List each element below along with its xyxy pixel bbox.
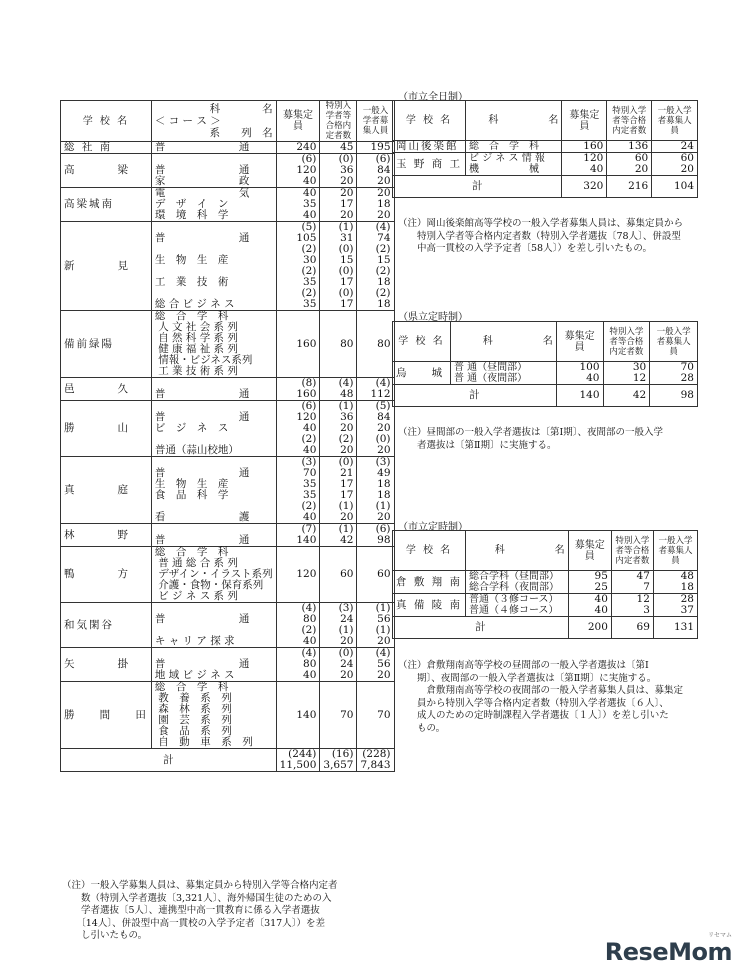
table-row — [61, 457, 395, 524]
total-label: 計 — [393, 617, 569, 639]
general-value: (1) 56 (1) 20 — [357, 603, 394, 648]
table-row — [61, 648, 395, 682]
table-row — [61, 311, 395, 378]
total-capacity: 200 — [568, 617, 611, 639]
header-general: 一般入学者募集人員 — [653, 531, 697, 571]
capacity-value: 120 40 — [562, 153, 607, 176]
table-row — [61, 682, 395, 749]
header-subject: 科 名 — [466, 101, 562, 141]
course-list: 総 合 学 科 人 文 社 会 系 列 自 然 科 学 系 列 健 康 福 祉 系 列 情報・ビジネス系列 工 業 技 術 系 列 — [151, 311, 276, 378]
total-capacity: 320 — [562, 176, 607, 198]
special-value: 47 7 — [611, 571, 653, 594]
header-general: 一般入学者募集人員 — [650, 322, 698, 362]
course-list: 総 合 学 科 普 通 総 合 系 列 デザイン・イラスト系列 介護・食物・保育系列 ビ ジ ネ ス 系 列 — [151, 547, 276, 603]
course-list: 普 通（昼間部） 普 通（夜間部） — [450, 362, 556, 385]
capacity-value: (5) 105 (2) 30 (2) 35 (2) 35 — [276, 222, 320, 311]
special-value: 60 — [320, 547, 357, 603]
total-label: 計 — [393, 176, 562, 198]
general-value: (6) 84 20 — [357, 154, 394, 188]
general-value: 195 — [357, 142, 394, 154]
general-value: 60 20 — [652, 153, 698, 176]
school-name: 勝 山 — [61, 401, 152, 457]
school-name: 岡山後楽館 — [393, 141, 466, 153]
city-part-time-table — [392, 530, 698, 639]
general-value: 60 — [357, 547, 394, 603]
table-row — [61, 188, 395, 222]
school-name: 烏 城 — [393, 362, 451, 385]
capacity-value: 95 25 — [568, 571, 611, 594]
school-name: 真 庭 — [61, 457, 152, 524]
resemom-logo — [604, 932, 732, 966]
header-general: 一般入学者募集人員 — [652, 101, 698, 141]
general-value: (4) 74 (2) 15 (2) 18 (2) 18 — [357, 222, 394, 311]
city-part-body — [393, 571, 698, 639]
capacity-value: 160 — [276, 311, 320, 378]
total-general: 104 — [652, 176, 698, 198]
capacity-value: 40 35 40 — [276, 188, 320, 222]
general-value: 70 28 — [650, 362, 698, 385]
table-row — [61, 524, 395, 547]
header-school: 学 校 名 — [61, 101, 152, 142]
school-name: 勝 間 田 — [61, 682, 152, 749]
total-special: 69 — [611, 617, 653, 639]
course-list: 普 通 生 物 生 産 食 品 科 学 看 護 — [151, 457, 276, 524]
total-general: (228) 7,843 — [357, 749, 394, 772]
course-list: 電 気 デ ザ イ ン 環 境 科 学 — [151, 188, 276, 222]
total-special: 216 — [607, 176, 652, 198]
capacity-value: 160 — [562, 141, 607, 153]
course-list: 総合学科（昼間部） 総合学科（夜間部） — [466, 571, 569, 594]
total-general: 131 — [653, 617, 697, 639]
pref-part-body — [393, 362, 698, 407]
capacity-value: (6) 120 40 — [276, 154, 320, 188]
left-table-body — [61, 142, 395, 772]
capacity-value: 40 40 — [568, 594, 611, 617]
special-value: 30 12 — [603, 362, 650, 385]
header-special: 特別入学者等合格内定者数 — [603, 322, 650, 362]
table-row — [393, 153, 698, 176]
header-subject: 科 名 — [450, 322, 556, 362]
special-value: (4) 48 — [320, 378, 357, 401]
header-special: 特別入学者等合格内定者数 — [320, 101, 357, 142]
school-name: 和気閑谷 — [61, 603, 152, 648]
total-special: 42 — [603, 385, 650, 407]
capacity-value: 240 — [276, 142, 320, 154]
school-name: 林 野 — [61, 524, 152, 547]
city-full-time-table — [392, 100, 698, 198]
logo-subtext: リセマム — [708, 932, 732, 939]
general-value: 80 — [357, 311, 394, 378]
course-list: 総 合 学 科 教 養 系 列 森 林 系 列 園 芸 系 列 食 品 系 列 自 動 車 系 列 — [151, 682, 276, 749]
total-row — [393, 617, 698, 639]
general-value: (5) 84 20 (0) 20 — [357, 401, 394, 457]
header-special: 特別入学者等合格内定者数 — [611, 531, 653, 571]
course-list: 普 通 キ ャ リ ア 探 求 — [151, 603, 276, 648]
header-school: 学 校 名 — [393, 101, 466, 141]
school-name: 総 社 南 — [61, 142, 152, 154]
special-value: (0) 21 17 17 (1) 20 — [320, 457, 357, 524]
school-name: 倉 敷 翔 南 — [393, 571, 466, 594]
course-list: 総 合 学 科 — [466, 141, 562, 153]
total-general: 98 — [650, 385, 698, 407]
table-row — [61, 401, 395, 457]
capacity-value: 100 40 — [556, 362, 603, 385]
header-capacity: 募集定員 — [568, 531, 611, 571]
school-name: 新 見 — [61, 222, 152, 311]
general-value: 24 — [652, 141, 698, 153]
course-list: 普 通 — [151, 142, 276, 154]
special-value: 60 20 — [607, 153, 652, 176]
pref-part-time-table — [392, 321, 698, 407]
capacity-value: 140 — [276, 682, 320, 749]
school-name: 備前緑陽 — [61, 311, 152, 378]
school-name: 矢 掛 — [61, 648, 152, 682]
table-row — [393, 362, 698, 385]
total-capacity: 140 — [556, 385, 603, 407]
table-row — [393, 594, 698, 617]
school-name: 高 梁 — [61, 154, 152, 188]
total-row — [393, 385, 698, 407]
course-list: 普 通 — [151, 378, 276, 401]
special-value: 20 17 20 — [320, 188, 357, 222]
header-subject: 科 名 ＜ コ ー ス ＞ 系 列 名 — [151, 101, 276, 142]
header-capacity: 募集定員 — [276, 101, 320, 142]
school-name: 鴨 方 — [61, 547, 152, 603]
special-value: 80 — [320, 311, 357, 378]
general-value: 28 37 — [653, 594, 697, 617]
capacity-value: (8) 160 — [276, 378, 320, 401]
header-school: 学 校 名 — [393, 531, 466, 571]
city-part-note: （注）倉敷翔南高等学校の昼間部の一般入学者選抜は〔第Ⅰ 期〕、夜間部の一般入学者選抜は〔第Ⅱ期〕に実施する。 倉敷翔南高等学校の夜間部の一般入学者募集人員は、募集定 員から特別入学等合格内定者数（特別入学者選抜〔６人〕、 成人のための定時制課程入学者選抜〔１人〕）を差し引いた もの。 — [398, 660, 684, 734]
general-value: 20 18 20 — [357, 188, 394, 222]
course-list: 普 通 生 物 生 産 工 業 技 術 総 合 ビ ジ ネ ス — [151, 222, 276, 311]
course-list: 普 通 家 政 — [151, 154, 276, 188]
total-label: 計 — [393, 385, 557, 407]
header-school: 学 校 名 — [393, 322, 451, 362]
school-name: 邑 久 — [61, 378, 152, 401]
header-capacity: 募集定員 — [556, 322, 603, 362]
total-capacity: (244) 11,500 — [276, 749, 320, 772]
capacity-value: (4) 80 (2) 40 — [276, 603, 320, 648]
capacity-value: (7) 140 — [276, 524, 320, 547]
table-row — [61, 603, 395, 648]
capacity-value: (4) 80 40 — [276, 648, 320, 682]
header-subject: 科 名 — [466, 531, 569, 571]
pref-part-note: （注）昼間部の一般入学者選抜は〔第Ⅰ期〕、夜間部の一般入学 者選抜は〔第Ⅱ期〕に実施する。 — [398, 427, 664, 451]
school-name: 玉 野 商 工 — [393, 153, 466, 176]
general-value: (4) 56 20 — [357, 648, 394, 682]
capacity-value: 120 — [276, 547, 320, 603]
left-note: （注）一般入学募集人員は、募集定員から特別入学等合格内定者 数（特別入学者選抜〔3,321人〕、海外帰国生徒のための入 学者選抜〔5人〕、連携型中高一貫教育に係る入学者選抜 〔14人〕、併設型中高一貫校の入学予定者〔317人〕）を差 し引いたもの。 — [62, 880, 338, 941]
course-list: 普通（３修コース） 普通（４修コース） — [466, 594, 569, 617]
general-value: (3) 49 18 18 (1) 20 — [357, 457, 394, 524]
total-label: 計 — [61, 749, 277, 772]
total-row — [393, 176, 698, 198]
prefectural-full-time-table — [60, 100, 395, 772]
special-value: 136 — [607, 141, 652, 153]
school-name: 真 備 陵 南 — [393, 594, 466, 617]
table-row — [61, 154, 395, 188]
course-list: ビ ジ ネ ス 情 報 機 械 — [466, 153, 562, 176]
special-value: (0) 24 20 — [320, 648, 357, 682]
special-value: 45 — [320, 142, 357, 154]
special-value: (0) 36 20 — [320, 154, 357, 188]
city-full-body — [393, 141, 698, 198]
special-value: (1) 36 20 (2) 20 — [320, 401, 357, 457]
course-list: 普 通 — [151, 524, 276, 547]
table-row — [393, 141, 698, 153]
general-value: (6) 98 — [357, 524, 394, 547]
special-value: (3) 24 (1) 20 — [320, 603, 357, 648]
pref-part-caption: （県立定時制） — [398, 312, 468, 323]
header-capacity: 募集定員 — [562, 101, 607, 141]
course-list: 普 通 ビ ジ ネ ス 普通（蒜山校地） — [151, 401, 276, 457]
special-value: 70 — [320, 682, 357, 749]
table-row — [61, 547, 395, 603]
general-value: 70 — [357, 682, 394, 749]
capacity-value: (6) 120 40 (2) 40 — [276, 401, 320, 457]
special-value: (1) 31 (0) 15 (0) 17 (0) 17 — [320, 222, 357, 311]
total-special: (16) 3,657 — [320, 749, 357, 772]
general-value: (4) 112 — [357, 378, 394, 401]
special-value: (1) 42 — [320, 524, 357, 547]
header-general: 一般入学者募集人員 — [357, 101, 394, 142]
header-special: 特別入学者等合格内定者数 — [607, 101, 652, 141]
table-row — [393, 571, 698, 594]
total-row — [61, 749, 395, 772]
city-full-caption: （市立全日制） — [398, 92, 468, 103]
capacity-value: (3) 70 35 35 (2) 40 — [276, 457, 320, 524]
general-value: 48 18 — [653, 571, 697, 594]
logo-text: ReseMom — [604, 938, 732, 966]
city-part-caption: （市立定時制） — [398, 522, 468, 533]
city-full-note: （注）岡山後楽館高等学校の一般入学者募集人員は、募集定員から 特別入学者等合格内定者数（特別入学者選抜〔78人〕、併設型 中高一貫校の入学予定者〔58人〕）を差し引いたもの。 — [398, 218, 684, 254]
table-row — [61, 222, 395, 311]
course-list: 普 通 地 域 ビ ジ ネ ス — [151, 648, 276, 682]
table-row — [61, 378, 395, 401]
school-name: 高梁城南 — [61, 188, 152, 222]
table-row — [61, 142, 395, 154]
special-value: 12 3 — [611, 594, 653, 617]
